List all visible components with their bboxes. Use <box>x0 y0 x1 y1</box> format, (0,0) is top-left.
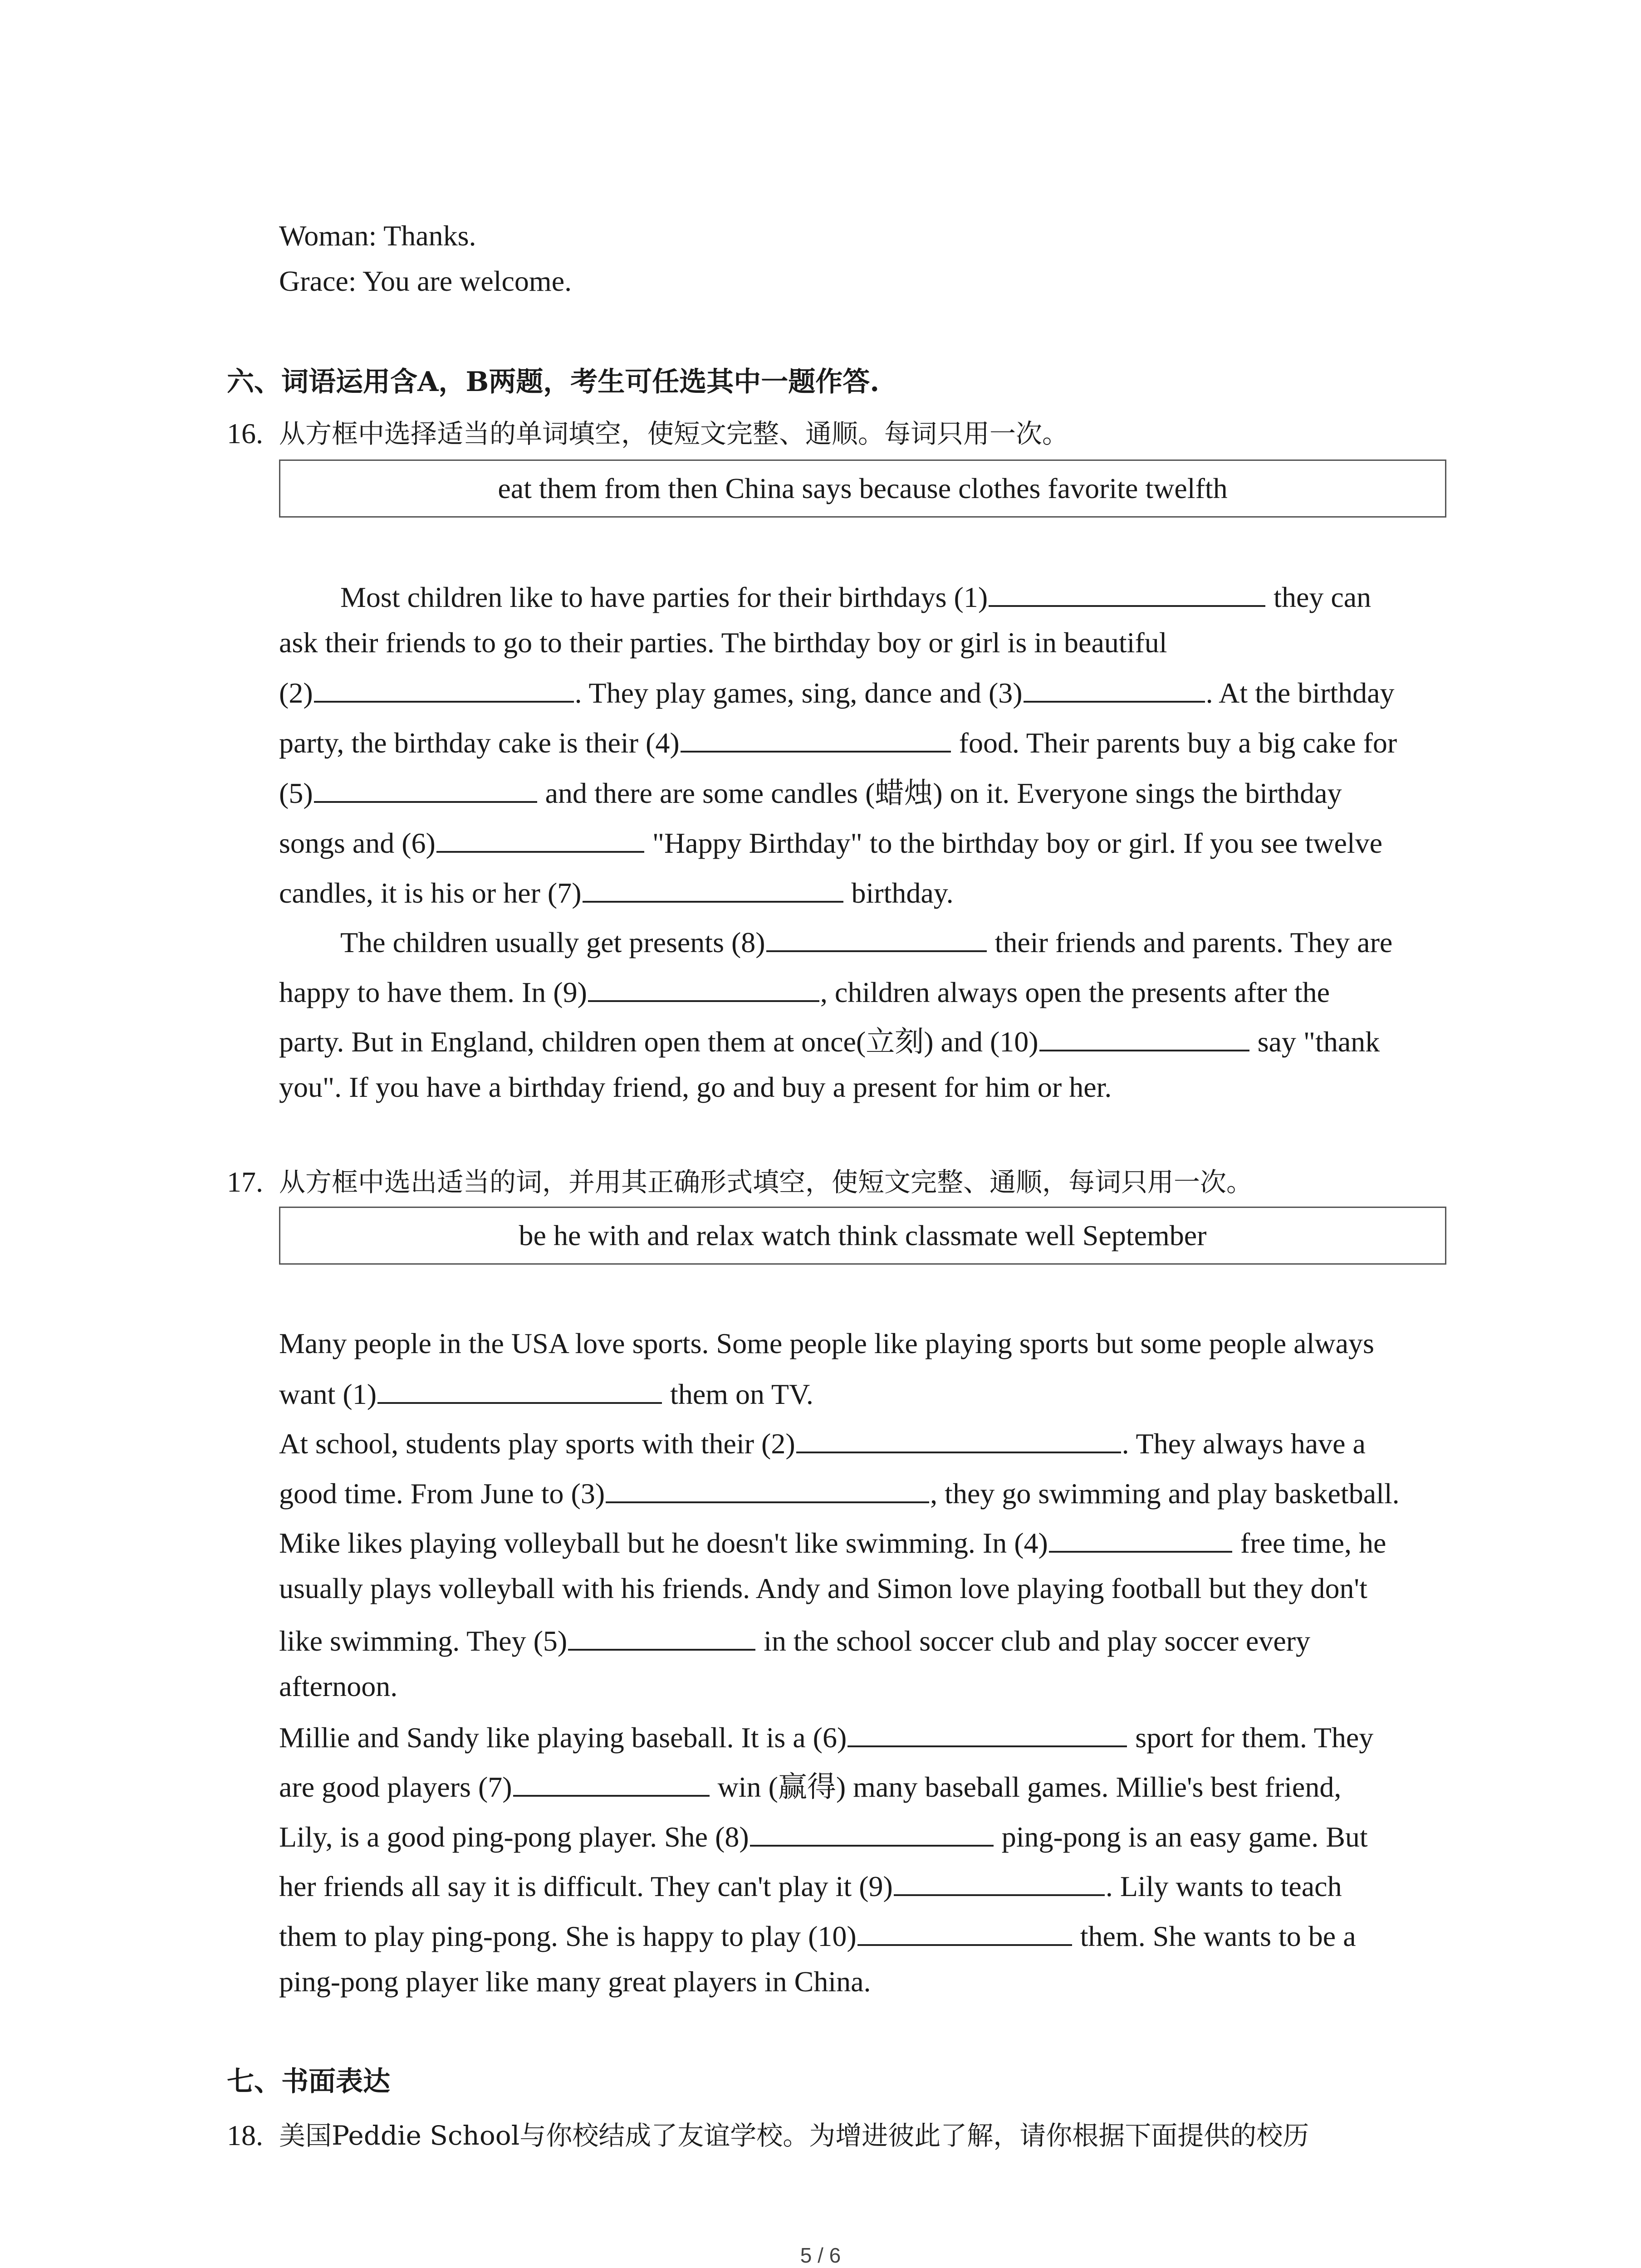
q17-blank-9[interactable] <box>894 1871 1105 1896</box>
q17-line: ping-pong player like many great players in China. <box>279 1965 871 1998</box>
q17-blank-6[interactable] <box>847 1722 1127 1747</box>
q17-line: want (1) them on TV. <box>279 1378 813 1410</box>
q17-line: are good players (7) win (赢得) many baseball games. Millie's best friend, <box>279 1771 1342 1803</box>
q16-line: (2) . They play games, sing, dance and (3) . At the birthday <box>279 677 1395 709</box>
q17-blank-4[interactable] <box>1049 1527 1232 1553</box>
q16-blank-10[interactable] <box>1039 1026 1249 1051</box>
q16-blank-8[interactable] <box>766 927 987 952</box>
section6-heading: 六、词语运用含A，B两题，考生可任选其中一题作答. <box>227 366 880 398</box>
q17-blank-1[interactable] <box>377 1378 662 1404</box>
q16-number: 16. <box>227 417 263 450</box>
page-number: 5 / 6 <box>800 2244 841 2267</box>
q16-blank-3[interactable] <box>1024 677 1205 703</box>
q17-word-box <box>279 1207 1446 1265</box>
q17-blank-8[interactable] <box>750 1821 994 1847</box>
q16-line: songs and (6) "Happy Birthday" to the birthday boy or girl. If you see twelve <box>279 827 1383 859</box>
q17-blank-3[interactable] <box>606 1478 929 1503</box>
q16-line: Most children like to have parties for their birthdays (1) they can <box>340 581 1372 613</box>
q17-line: good time. From June to (3) , they go swimming and play basketball. <box>279 1477 1400 1510</box>
q17-line: usually plays volleyball with his friends. Andy and Simon love playing football but they don't <box>279 1572 1367 1604</box>
q18-number: 18. <box>227 2119 263 2151</box>
q17-line: Lily, is a good ping-pong player. She (8) ping-pong is an easy game. But <box>279 1821 1368 1853</box>
q17-line: Mike likes playing volleyball but he doesn't like swimming. In (4) free time, he <box>279 1527 1386 1559</box>
q16-blank-2[interactable] <box>314 677 574 703</box>
q17-blank-2[interactable] <box>796 1428 1121 1453</box>
q16-line: party. But in England, children open them at once(立刻) and (10) say "thank <box>279 1026 1380 1058</box>
q16-line: you". If you have a birthday friend, go and buy a present for him or her. <box>279 1071 1112 1103</box>
q17-blank-5[interactable] <box>568 1625 755 1651</box>
q16-blank-4[interactable] <box>681 727 951 753</box>
q17-line: her friends all say it is difficult. They can't play it (9) . Lily wants to teach <box>279 1870 1342 1902</box>
q17-line: like swimming. They (5) in the school soccer club and play soccer every <box>279 1625 1311 1657</box>
q16-line: happy to have them. In (9) , children always open the presents after the <box>279 976 1330 1008</box>
q17-instruction: 从方框中选出适当的词，并用其正确形式填空，使短文完整、通顺，每词只用一次。 <box>279 1167 1253 1198</box>
q16-word-box <box>279 459 1446 518</box>
q18-text: 美国Peddie School与你校结成了友谊学校。为增进彼此了解，请你根据下面提供的校历 <box>279 2120 1309 2151</box>
q17-line: afternoon. <box>279 1670 398 1702</box>
q16-line: candles, it is his or her (7) birthday. <box>279 877 954 909</box>
q16-line: The children usually get presents (8) their friends and parents. They are <box>340 926 1393 958</box>
q17-line: Millie and Sandy like playing baseball. It is a (6) sport for them. They <box>279 1721 1374 1754</box>
q16-blank-6[interactable] <box>436 827 644 853</box>
q16-blank-5[interactable] <box>314 777 537 803</box>
dialogue-line-2: Grace: You are welcome. <box>279 265 572 297</box>
q16-instruction: 从方框中选择适当的单词填空，使短文完整、通顺。每词只用一次。 <box>279 418 1069 449</box>
q16-line: party, the birthday cake is their (4) food. Their parents buy a big cake for <box>279 727 1397 759</box>
q16-line: ask their friends to go to their parties. The birthday boy or girl is in beautiful <box>279 626 1167 659</box>
q17-number: 17. <box>227 1166 263 1198</box>
q17-line: Many people in the USA love sports. Some people like playing sports but some people always <box>279 1327 1374 1359</box>
dialogue-line-1: Woman: Thanks. <box>279 220 476 252</box>
q16-word-list: eat them from then China says because clothes favorite twelfth <box>498 472 1228 504</box>
q16-blank-7[interactable] <box>583 877 843 903</box>
section7-heading: 七、书面表达 <box>227 2066 390 2097</box>
q17-blank-7[interactable] <box>513 1771 710 1797</box>
q16-blank-1[interactable] <box>989 582 1265 607</box>
q17-line: them to play ping-pong. She is happy to play (10) them. She wants to be a <box>279 1920 1356 1952</box>
q17-blank-10[interactable] <box>857 1921 1072 1946</box>
q16-blank-9[interactable] <box>588 977 819 1002</box>
q17-word-list: be he with and relax watch think classmate well September <box>519 1219 1207 1251</box>
q16-line: (5) and there are some candles (蜡烛) on it. Everyone sings the birthday <box>279 777 1342 809</box>
q17-line: At school, students play sports with their (2) . They always have a <box>279 1427 1366 1460</box>
